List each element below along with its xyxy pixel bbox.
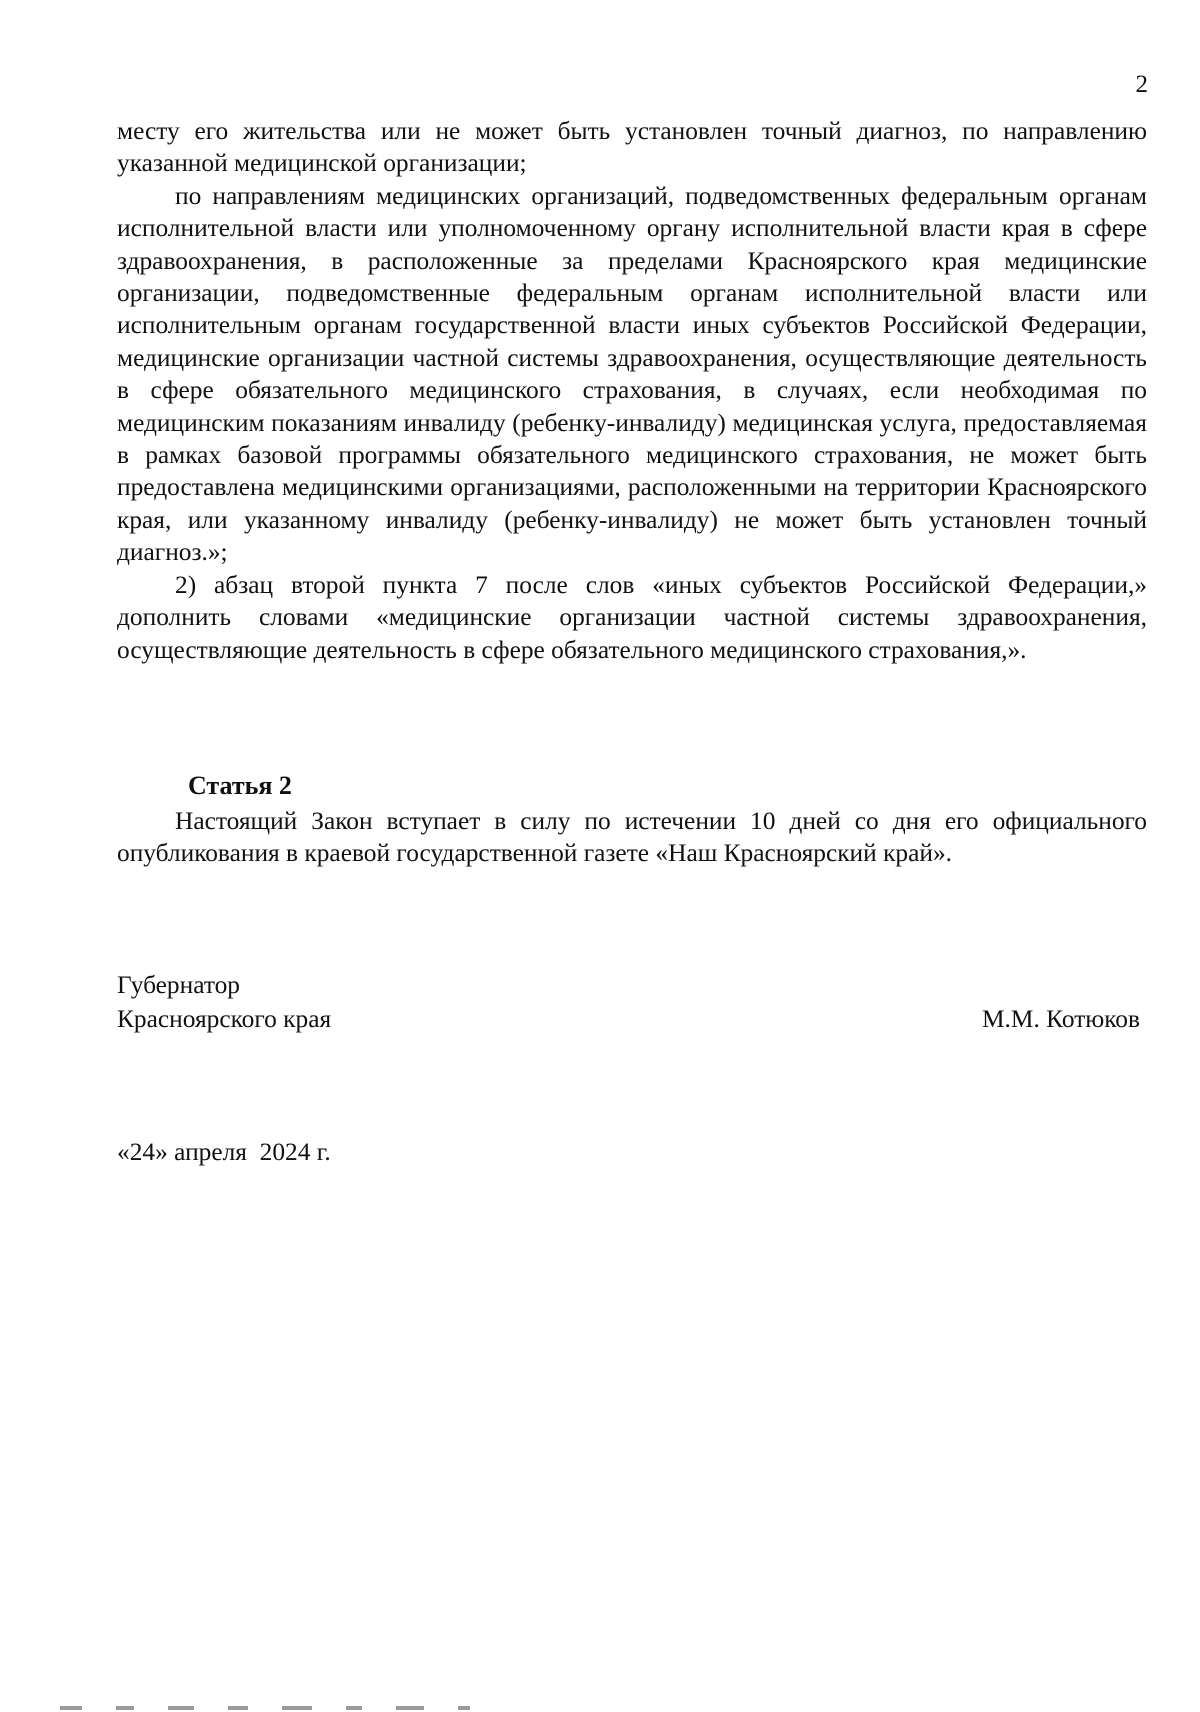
signatory-name: М.М. Котюков — [981, 1005, 1140, 1033]
article-2-body — [117, 805, 1147, 870]
page-number: 2 — [1135, 71, 1148, 98]
article-2-paragraph: Настоящий Закон вступает в силу по истечении 10 дней со дня его официального опубликования в краевой государственной газете «Наш Красноярский край». — [117, 807, 1147, 868]
continuation-paragraph-3: 2) абзац второй пункта 7 после слов «иных субъектов Российской Федерации,» дополнить словами «медицинские организации частной системы здравоохранения, осуществляющие деятельность в сфере обязательного медицинского страхования,». — [117, 570, 1147, 664]
signature-title-line-1: Губернатор — [117, 971, 240, 999]
signature-title-line-2: Красноярского края — [117, 1005, 332, 1033]
article-2-heading: Статья 2 — [188, 771, 292, 800]
continuation-paragraph-2: по направлениям медицинских организаций, подведомственных федеральным органам исполнительной власти или уполномоченному органу исполнительной власти края в сфере здравоохранения, в расположенные за пределами Красноярского края медицинские организации, подведомственные федеральным органам исполнительной власти или исполнительным органам государственной власти иных субъектов Российской Федерации, медицинские организации частной системы здравоохранения, осуществляющие деятельность в сфере обязательного медицинского страхования, в случаях, если необходимая по медицинским показаниям инвалиду (ребенку-инвалиду) медицинская услуга, предоставляемая в рамках базовой программы обязательного медицинского страхования, не может быть предоставлена медицинскими организациями, расположенными на территории Красноярского края, или указанному инвалиду (ребенку-инвалиду) не может быть установлен точный диагноз.»; — [117, 181, 1147, 567]
continuation-text — [117, 115, 1147, 666]
signing-date: «24» апреля 2024 г. — [117, 1138, 331, 1166]
continuation-paragraph-1: месту его жительства или не может быть установлен точный диагноз, по направлению указанной медицинской организации; — [117, 117, 1147, 178]
signature-title — [117, 968, 331, 1036]
scan-footer-artifact — [60, 1706, 620, 1712]
